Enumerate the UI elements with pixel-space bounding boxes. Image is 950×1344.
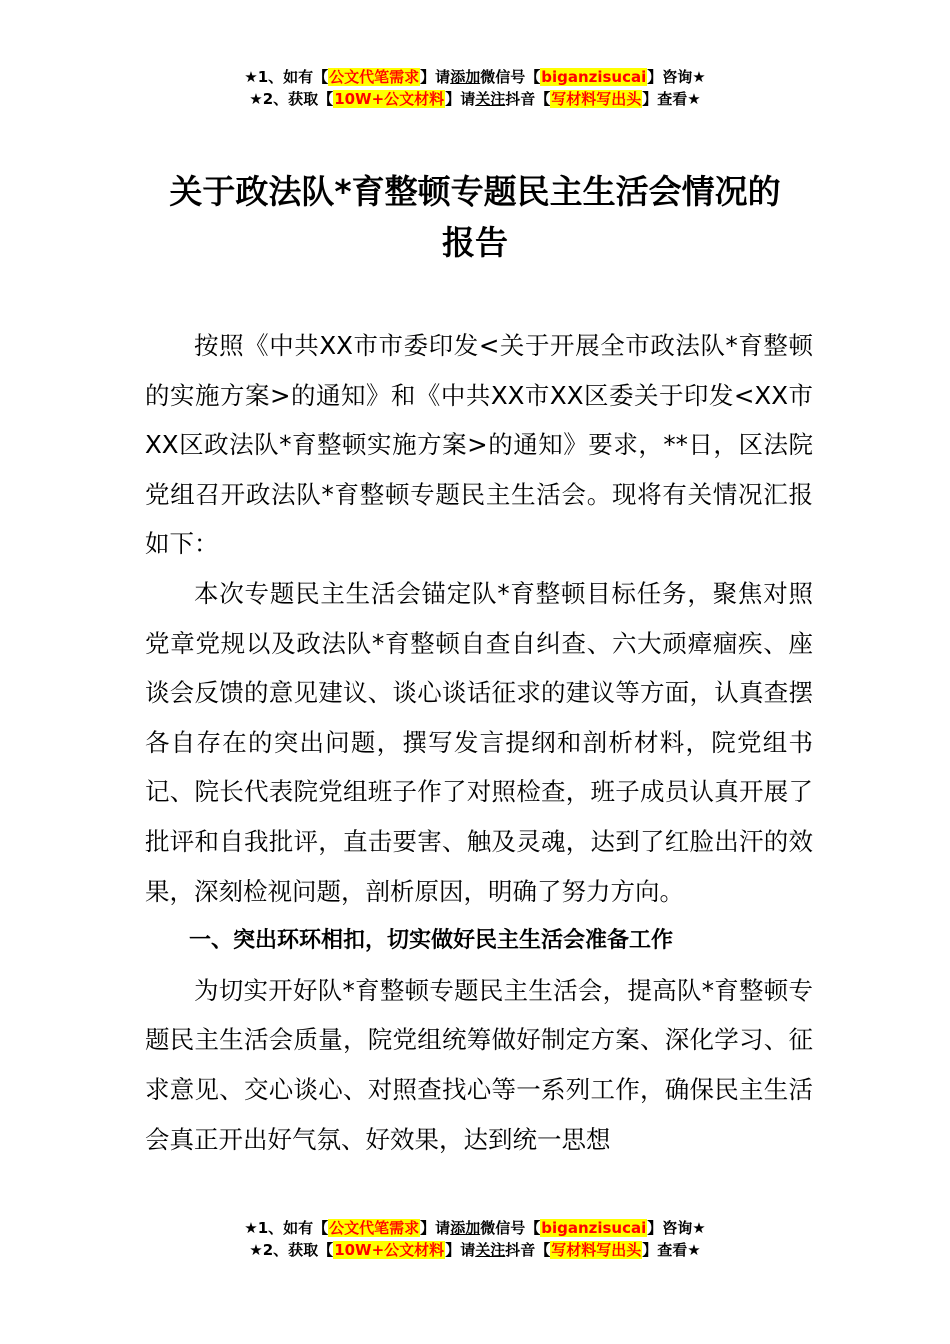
banner-text: 】请	[420, 68, 451, 86]
banner-line-2	[0, 88, 950, 110]
banner-text: 】查看★	[642, 90, 701, 108]
document-title	[0, 166, 950, 268]
section-heading-1: 一、突出环环相扣，切实做好民主生活会准备工作	[189, 928, 674, 954]
header-banner	[0, 66, 950, 110]
banner-highlight: 写材料写出头	[551, 1241, 642, 1259]
paragraph-2: 本次专题民主生活会锚定队*育整顿目标任务，聚焦对照党章党规以及政法队*育整顿自查自纠查、六大顽瘴痼疾、座谈会反馈的意见建议、谈心谈话征求的建议等方面，认真查摆各自存在的突出问题，撰写发言提纲和剖析材料，院党组书记、院长代表院党组班子作了对照检查，班子成员认真开展了批评和自我批评，直击要害、触及灵魂，达到了红脸出汗的效果，深刻检视问题，剖析原因，明确了努力方向。	[145, 578, 813, 906]
paragraph-1: 按照《中共XX市市委印发<关于开展全市政法队*育整顿的实施方案>的通知》和《中共XX市XX区委关于印发<XX市XX区政法队*育整顿实施方案>的通知》要求，**日，区法院党组召开政法队*育整顿专题民主生活会。现将有关情况汇报如下：	[145, 331, 813, 559]
paragraph-3: 为切实开好队*育整顿专题民主生活会，提高队*育整顿专题民主生活会质量，院党组统筹做好制定方案、深化学习、征求意见、交心谈心、对照查找心等一系列工作，确保民主生活会真正开出好气氛、好效果，达到统一思想	[145, 975, 813, 1154]
banner-text: 抖音【	[505, 1241, 551, 1259]
banner-line-1	[0, 66, 950, 88]
banner-highlight: 10W+公文材料	[334, 90, 445, 108]
banner-text: 】咨询★	[647, 1219, 706, 1237]
banner-highlight: 公文代笔需求	[329, 1219, 420, 1237]
banner-underline: 关注	[475, 90, 506, 108]
banner-highlight: 公文代笔需求	[329, 68, 420, 86]
banner-underline: 添加	[450, 1219, 481, 1237]
banner-text: ★1、如有【	[244, 68, 329, 86]
banner-text: ★2、获取【	[249, 1241, 334, 1259]
banner-text: 】请	[445, 90, 476, 108]
banner-text: 微信号【	[480, 68, 541, 86]
banner-text: 】请	[445, 1241, 476, 1259]
banner-underline: 关注	[475, 1241, 506, 1259]
banner-text: 】请	[420, 1219, 451, 1237]
banner-text: ★1、如有【	[244, 1219, 329, 1237]
banner-text: 】查看★	[642, 1241, 701, 1259]
banner-underline: 添加	[450, 68, 481, 86]
banner-highlight: biganzisucai	[541, 1219, 647, 1237]
banner-text: 抖音【	[505, 90, 551, 108]
banner-highlight: biganzisucai	[541, 68, 647, 86]
banner-line-1	[0, 1217, 950, 1239]
banner-text: ★2、获取【	[249, 90, 334, 108]
footer-banner	[0, 1217, 950, 1261]
title-line-1: 关于政法队*育整顿专题民主生活会情况的	[169, 172, 781, 211]
banner-text: 微信号【	[480, 1219, 541, 1237]
banner-text: 】咨询★	[647, 68, 706, 86]
title-line-2: 报告	[442, 223, 508, 262]
banner-line-2	[0, 1239, 950, 1261]
document-body	[145, 321, 813, 1164]
banner-highlight: 写材料写出头	[551, 90, 642, 108]
banner-highlight: 10W+公文材料	[334, 1241, 445, 1259]
